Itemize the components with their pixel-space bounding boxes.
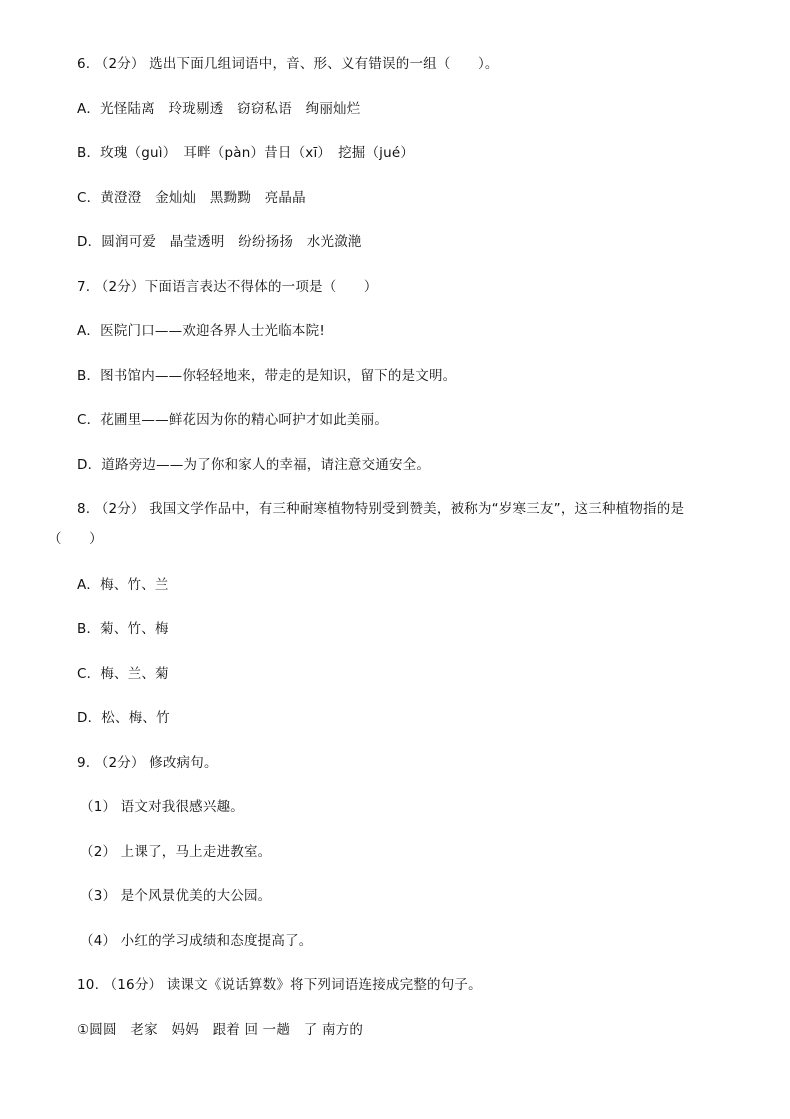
q8-option-d: D．松、梅、竹 [77, 710, 170, 726]
q8-option-b: B．菊、竹、梅 [77, 621, 169, 637]
q8-stem: 8. （2分） 我国文学作品中，有三种耐寒植物特别受到赞美，被称为“岁寒三友”，这三种植物指的是（ ） [48, 501, 685, 547]
q7-option-b: B．图书馆内——你轻轻地来，带走的是知识，留下的是文明。 [77, 368, 457, 384]
q9-item-1: （1） 语文对我很感兴趣。 [80, 799, 244, 815]
q10-stem: 10. （16分） 读课文《说话算数》将下列词语连接成完整的句子。 [77, 977, 482, 993]
q7-option-a: A．医院门口——欢迎各界人士光临本院! [77, 323, 325, 339]
q9-item-4: （4） 小红的学习成绩和态度提高了。 [80, 933, 313, 949]
q6-option-d: D．圆润可爱 晶莹透明 纷纷扬扬 水光潋滟 [77, 234, 362, 250]
q8-option-a: A．梅、竹、兰 [77, 577, 169, 593]
q7-stem: 7. （2分）下面语言表达不得体的一项是（ ） [77, 279, 378, 295]
q10-item-1: ①圆圆 老家 妈妈 跟着 回 一趟 了 南方的 [77, 1022, 364, 1038]
q6-option-c: C．黄澄澄 金灿灿 黑黝黝 亮晶晶 [77, 190, 306, 206]
q8-option-c: C．梅、兰、菊 [77, 666, 169, 682]
q9-item-2: （2） 上课了，马上走进教室。 [80, 844, 272, 860]
q7-option-c: C．花圃里——鲜花因为你的精心呵护才如此美丽。 [77, 412, 389, 428]
q9-stem: 9. （2分） 修改病句。 [77, 755, 218, 771]
q7-option-d: D．道路旁边——为了你和家人的幸福，请注意交通安全。 [77, 457, 431, 473]
q9-item-3: （3） 是个风景优美的大公园。 [80, 888, 272, 904]
q6-option-b: B．玫瑰（guì） 耳畔（pàn）昔日（xī） 挖掘（jué） [77, 145, 415, 161]
q6-option-a: A．光怪陆离 玲珑剔透 窃窃私语 绚丽灿烂 [77, 101, 361, 117]
q6-stem: 6. （2分） 选出下面几组词语中，音、形、义有错误的一组（ ）。 [77, 56, 499, 72]
